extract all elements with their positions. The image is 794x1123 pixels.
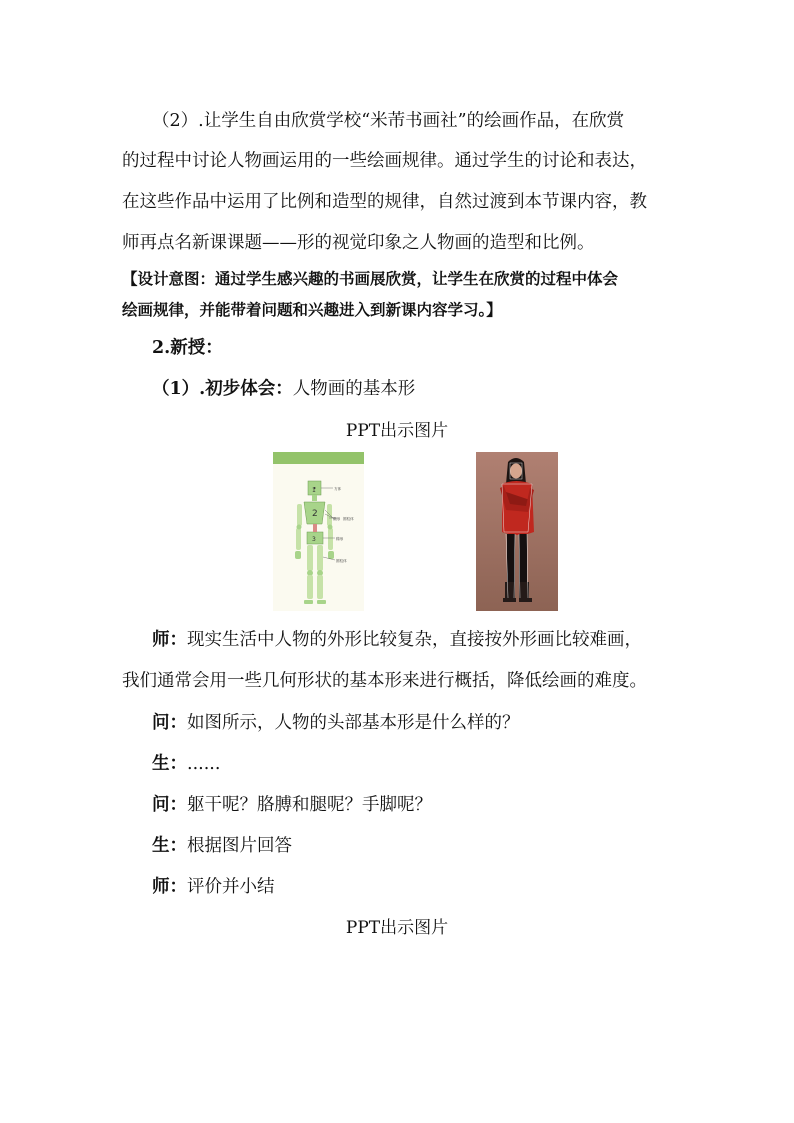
paragraph-line: 的过程中讨论人物画运用的一些绘画规律。通过学生的讨论和表达， <box>122 151 647 171</box>
step-text: 人物画的基本形 <box>292 379 416 399</box>
dialog-line <box>152 712 520 734</box>
design-intent-line: 绘画规律，并能带着问题和兴趣进入到新课内容学习。】 <box>122 301 502 319</box>
paragraph-line: （2）.让学生自由欣赏学校“米芾书画社”的绘画作品，在欣赏 <box>152 111 625 131</box>
dialog-continuation: 我们通常会用一些几何形状的基本形来进行概括，降低绘画的难度。 <box>122 671 647 691</box>
speaker-label: 师： <box>152 630 187 650</box>
speaker-label: 生： <box>152 836 187 856</box>
dialog-text: 如图所示，人物的头部基本形是什么样的？ <box>187 713 520 733</box>
paragraph-line: 师再点名新课课题——形的视觉印象之人物画的造型和比例。 <box>122 233 595 253</box>
dialog-text: 现实生活中人物的外形比较复杂，直接按外形画比较难画， <box>187 630 642 650</box>
figure-number: 2 <box>312 509 318 519</box>
figure-number: 3 <box>312 536 316 543</box>
figure-label: 圆柱体 <box>343 517 354 521</box>
figure-label: 梯形 <box>336 537 344 541</box>
ppt-caption: PPT出示图片 <box>345 918 449 938</box>
section-heading: 2.新授： <box>152 338 223 358</box>
step-line <box>152 378 415 400</box>
speaker-label: 问： <box>152 713 187 733</box>
figure-basic-shapes <box>273 452 364 611</box>
figure-label: 圆柱体 <box>336 559 347 563</box>
ppt-caption: PPT出示图片 <box>345 421 449 441</box>
figure-label: 方体 <box>334 487 342 491</box>
speaker-label: 问： <box>152 795 187 815</box>
dialog-line <box>152 629 642 651</box>
figure-number: 1 <box>312 487 316 494</box>
figure-person-photo <box>476 452 558 611</box>
dialog-text: 评价并小结 <box>187 877 275 897</box>
step-label: （1）.初步体会： <box>152 379 293 399</box>
speaker-label: 师： <box>152 877 187 897</box>
dialog-line <box>152 835 292 857</box>
dialog-text: 根据图片回答 <box>187 836 292 856</box>
dialog-text: 躯干呢？胳膊和腿呢？手脚呢？ <box>187 795 432 815</box>
design-intent-line: 【设计意图：通过学生感兴趣的书画展欣赏，让学生在欣赏的过程中体会 <box>122 270 619 288</box>
dialog-text: ...... <box>187 754 221 774</box>
speaker-label: 生： <box>152 754 187 774</box>
dialog-line <box>152 794 432 816</box>
dialog-line <box>152 753 220 775</box>
figure-label: 椭形 <box>333 517 341 521</box>
dialog-line <box>152 876 275 898</box>
paragraph-line: 在这些作品中运用了比例和造型的规律，自然过渡到本节课内容，教 <box>122 192 647 212</box>
